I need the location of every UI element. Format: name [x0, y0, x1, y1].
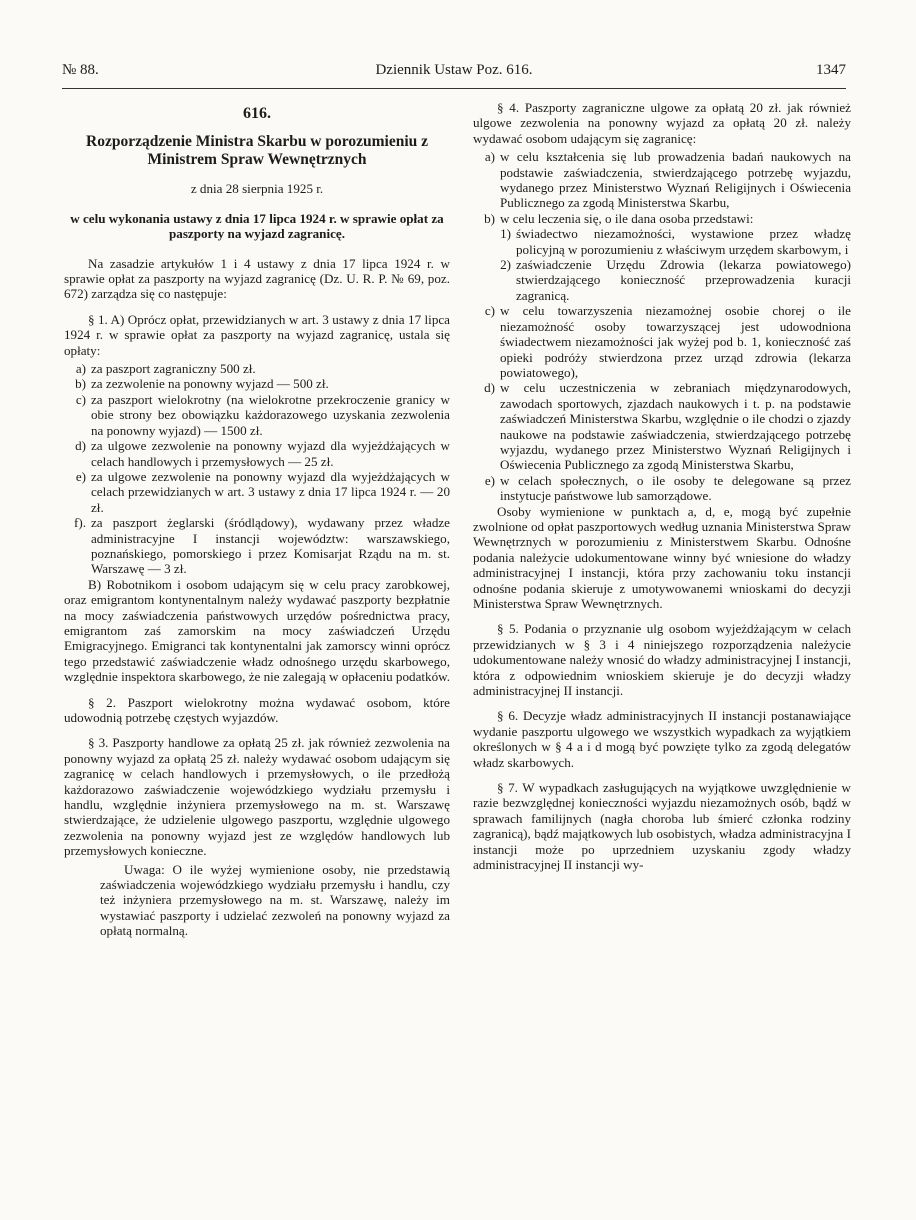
fee-item-text: za ulgowe zezwolenie na ponowny wyjazd dla wyjeżdżających w celach przewidzianych w art. 3 ustawy z dnia 17 lipca 1924 r. — 20 zł. [91, 468, 450, 515]
medical-requirement-label: 2) [500, 257, 511, 273]
fee-item-text: za paszport żeglarski (śródlądowy), wydawany przez władze administracyjne I instancji województw: warszawskiego, poznańskiego, pomorskiego i przez Komisarjat Rządu na m. st. Warszawę — 3 zł. [91, 515, 450, 577]
reduced-fee-item [473, 380, 851, 472]
fee-item-text: za paszport zagraniczny 500 zł. [91, 361, 256, 377]
fee-item-text: za ulgowe zezwolenie na ponowny wyjazd dla wyjeżdżających w celach handlowych i przemysłowych — 25 zł. [91, 438, 450, 469]
journal-title: Dziennik Ustaw Poz. 616. [375, 62, 533, 78]
header-rule [62, 88, 846, 89]
medical-requirement-text: świadectwo niezamożności, wystawione przez władzę policyjną w porozumieniu z właściwym urzędem skarbowym, i [516, 226, 851, 257]
left-column [64, 100, 450, 939]
medical-requirement [473, 257, 851, 303]
reduced-fee-item-label: e) [484, 472, 495, 488]
section-7: § 7. W wypadkach zasługujących na wyjątkowe uwzględnienie w razie bezwzględnej konieczności wyjazdu niezamożnych osób, bądź w sprawach familijnych (nagła choroba lub śmierć członka rodziny zagranicą), bądź majątkowych lub osobistych, władza administracyjna I instancji może po uprzedniem uzyskaniu zgody władzy administracyjnej II instancji wy- [473, 780, 851, 873]
section-1-b: B) Robotnikom i osobom udającym się w celu pracy zarobkowej, oraz emigrantom kontynentalnym należy wydawać paszporty bezpłatnie na mocy zaświadczenia państwowych urzędów pośrednictwa pracy, emigrantom zaś zamorskim na mocy zaświadczeń Urzędu Emigracyjnego. Emigranci tak kontynentalni jak zamorscy winni oprócz tego przedstawić zaświadczenie władz odnośnego urzędu skarbowego, względnie inspektora skarbowego, że nie zalegają w opłaceniu podatków. [64, 576, 450, 685]
act-title: Rozporządzenie Ministra Skarbu w porozumieniu z Ministrem Spraw Wewnętrznych [86, 133, 428, 169]
fee-item [64, 469, 450, 515]
fee-item [64, 515, 450, 577]
page-number: 1347 [816, 62, 846, 78]
right-column [473, 100, 851, 883]
issue-number: № 88. [62, 62, 99, 78]
reduced-fee-item [473, 211, 851, 226]
fee-item [64, 438, 450, 469]
reduced-fee-item-label: d) [484, 380, 495, 396]
reduced-fee-item-label: c) [484, 303, 495, 319]
page-header [62, 62, 846, 84]
fee-item-text: za paszport wielokrotny (na wielokrotne przekroczenie granicy w obie strony bez obowiązku każdorazowego uzyskania zezwolenia na ponowny wyjazd) — 1500 zł. [91, 391, 450, 438]
fee-item-label: f). [74, 515, 86, 531]
fee-item-label: a) [75, 361, 86, 377]
act-date: z dnia 28 sierpnia 1925 r. [190, 181, 324, 197]
fee-item-text: za zezwolenie na ponowny wyjazd — 500 zł. [91, 376, 329, 392]
section-4-intro: § 4. Paszporty zagraniczne ulgowe za opłatą 20 zł. jak również ulgowe zezwolenia na ponowny wyjazd za opłatą 20 zł. należy wydawać osobom udającym się zagranicę: [473, 100, 851, 146]
fee-item-label: b) [75, 376, 86, 392]
reduced-fee-item-text: w celu leczenia się, o ile dana osoba przedstawi: [500, 210, 754, 226]
reduced-fee-item-label: a) [484, 149, 495, 165]
reduced-fee-item [473, 303, 851, 380]
section-6: § 6. Decyzje władz administracyjnych II instancji postanawiające wydanie paszportu ulgowego we wszystkich wypadkach za wyjątkiem określonych w § 4 a i d mogą być powzięte tylko za zgodą delegatów władz skarbowych. [473, 708, 851, 770]
reduced-fee-item-text: w celu uczestniczenia w zebraniach międzynarodowych, zawodach sportowych, zjazdach naukowych i t. p. na podstawie zaświadczeń Ministerstwa Skarbu, względnie o ile chodzi o zjazdy naukowe na podstawie zaświadczenia, stwierdzającego potrzebę wyjazdu, wydanego przez Ministerstwo Wyznań Religijnych i Oświecenia Publicznego za zgodą Ministerstwa Skarbu, [500, 380, 851, 473]
reduced-fee-item-text: w celu towarzyszenia niezamożnej osobie chorej o ile niezamożność osoby towarzyszącej jest udowodniona świadectwem niezamożności jak wyżej pod b. 1, konieczność zaś opieki podróży stwierdzona przez urząd zdrowia (lekarza powiatowego), [500, 303, 851, 380]
fee-item [64, 376, 450, 391]
section-4-note: Osoby wymienione w punktach a, d, e, mogą być zupełnie zwolnione od opłat paszportowych według uznania Ministerstwa Spraw Wewnętrznych w porozumieniu z Ministerstwem Skarbu. Odnośne podania należycie udokumentowane winny być wniesione do władzy administracyjnej I instancji, która przy zachowaniu toku instancji odnośne podania skieruje z umotywowanemi wnioskami do decyzji Ministerstwa Spraw Wewnętrznych. [473, 503, 851, 611]
reduced-fee-item [473, 149, 851, 211]
section-3-note: Uwaga: O ile wyżej wymienione osoby, nie przedstawią zaświadczenia wojewódzkiego wydziału przemysłu i handlu, czy też inżyniera przemysłowego na m. st. Warszawę, należy im wystawiać paszporty i udzielać zezwoleń na ponowny wyjazd za opłatą normalną. [100, 861, 450, 939]
section-1-intro: § 1. A) Oprócz opłat, przewidzianych w art. 3 ustawy z dnia 17 lipca 1924 r. w sprawie opłat za paszporty na wyjazd zagranicę, ustala się opłaty: [64, 311, 450, 358]
fee-item [64, 361, 450, 376]
section-2: § 2. Paszport wielokrotny można wydawać osobom, które udowodnią potrzebę częstych wyjazdów. [64, 694, 450, 725]
medical-requirement-label: 1) [500, 226, 511, 242]
fee-item-label: c) [75, 391, 86, 407]
reduced-fee-item-text: w celach społecznych, o ile osoby te delegowane są przez instytucje państwowe lub samorządowe. [500, 472, 851, 504]
act-purpose: w celu wykonania ustawy z dnia 17 lipca 1924 r. w sprawie opłat za paszporty na wyjazd zagranicę. [70, 210, 444, 242]
medical-requirement [473, 226, 851, 257]
fee-item-label: d) [75, 438, 86, 454]
medical-requirement-text: zaświadczenie Urzędu Zdrowia (lekarza powiatowego) stwierdzającego konieczność przeprowadzenia kuracji zagranicą. [516, 257, 851, 303]
act-number: 616. [243, 105, 271, 122]
section-5: § 5. Podania o przyznanie ulg osobom wyjeżdżającym w celach przewidzianych w § 3 i 4 niniejszego rozporządzenia należycie udokumentowane należy wnosić do władzy administracyjnej I instancji, która z odpowiednim wnioskiem skieruje je do decyzji władzy administracyjnej II instancji. [473, 621, 851, 699]
reduced-fee-item [473, 473, 851, 504]
fee-item [64, 392, 450, 438]
fee-item-label: e) [75, 468, 86, 484]
section-3: § 3. Paszporty handlowe za opłatą 25 zł. jak również zezwolenia na ponowny wyjazd za opłatą 25 zł. należy wydawać osobom udającym się zagranicę w celach handlowych i przemysłowych, o ile przedłożą każdorazowo zaświadczenie wojewódzkiego wydziału przemysłu i handlu, względnie inżyniera przemysłowego na m. st. Warszawę stwierdzające, że udzielenie ulgowego paszportu, względnie ulgowego zezwolenia na ponowny wyjazd jest ze względów handlowych lub przemysłowych konieczne. [64, 735, 450, 859]
reduced-fee-item-label: b) [484, 210, 495, 226]
reduced-fee-item-text: w celu kształcenia się lub prowadzenia badań naukowych na podstawie zaświadczenia, stwierdzającego potrzebę wyjazdu, wydanego przez Ministerstwo Wyznań Religijnych i Oświecenia Publicznego za zgodą Ministerstwa Skarbu, [500, 149, 851, 211]
preamble: Na zasadzie artykułów 1 i 4 ustawy z dnia 17 lipca 1924 r. w sprawie opłat za paszporty na wyjazd zagranicę (Dz. U. R. P. № 69, poz. 672) zarządza się co następuje: [64, 255, 450, 302]
